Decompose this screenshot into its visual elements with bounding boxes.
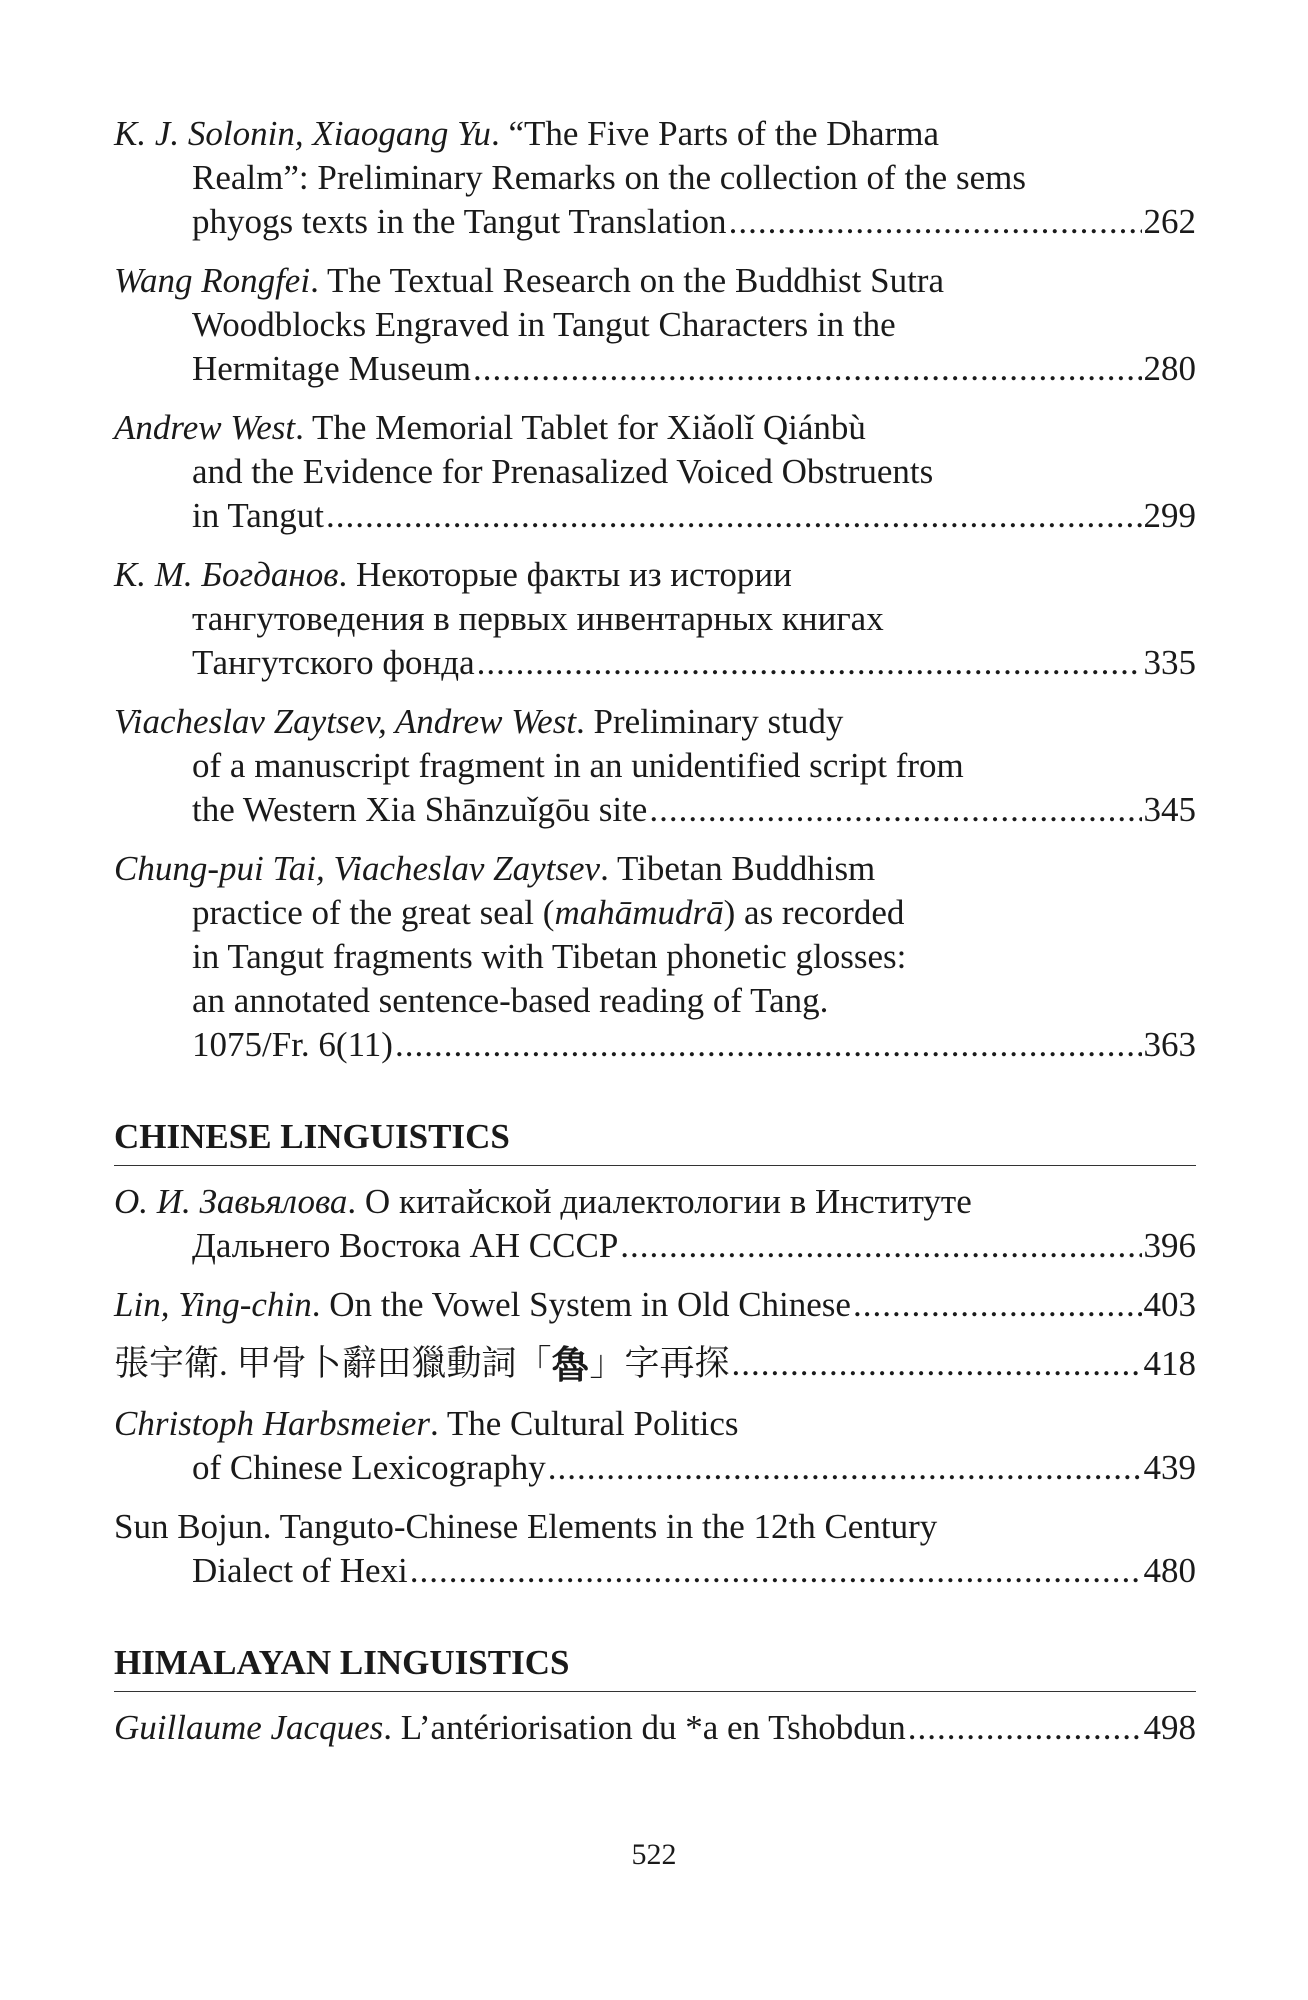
entry-leader-line xyxy=(114,1023,1196,1067)
toc-entry xyxy=(114,700,1196,832)
oracle-bone-glyph: 魯 xyxy=(551,1343,590,1387)
entry-leader-line xyxy=(114,1283,1196,1327)
toc-entry xyxy=(114,112,1196,244)
entry-title-part: an annotated sentence-based reading of Tang. xyxy=(192,981,829,1020)
entry-title-part: Hermitage Museum xyxy=(192,349,471,388)
dot-leader xyxy=(473,347,1142,391)
entry-title-part: The Cultural Politics xyxy=(446,1404,739,1443)
entry-title-part: The Memorial Tablet for Xiǎolǐ Qiánbù xyxy=(312,408,866,447)
entry-title-part: Tibetan Buddhism xyxy=(616,849,876,888)
entry-author: K. J. Solonin, Xiaogang Yu xyxy=(114,114,491,153)
entry-title-part: phyogs texts in the Tangut Translation xyxy=(192,202,727,241)
entry-leader-line xyxy=(114,347,1196,391)
page-number: 522 xyxy=(631,1838,677,1871)
entry-page-number: 439 xyxy=(1143,1448,1196,1487)
entry-author: О. И. Завьялова xyxy=(114,1182,348,1221)
entry-title-part: of a manuscript fragment in an unidentified script from xyxy=(192,746,964,785)
entry-title-part: The Textual Research on the Buddhist Sutra xyxy=(326,261,944,300)
dot-leader xyxy=(620,1224,1141,1268)
toc-content xyxy=(114,112,1196,1765)
entry-first-line: K. J. Solonin, Xiaogang Yu. “The Five Parts of the Dharma xyxy=(114,114,939,153)
entry-author: К. М. Богданов xyxy=(114,555,339,594)
toc-entry xyxy=(114,259,1196,391)
entry-author: Chung-pui Tai, Viacheslav Zaytsev xyxy=(114,849,601,888)
entry-title-part: practice of the great seal ( xyxy=(192,893,555,932)
toc-entry xyxy=(114,1342,1196,1387)
entry-title-part: 張宇衛. 甲骨卜辭田獵動詞「 xyxy=(114,1344,552,1383)
toc-entry xyxy=(114,553,1196,685)
entry-author: Viacheslav Zaytsev, Andrew West xyxy=(114,702,577,741)
toc-entry xyxy=(114,1706,1196,1750)
entry-title-part: of Chinese Lexicography xyxy=(192,1448,546,1487)
entry-title-part: L’antériorisation du *a en Tshobdun xyxy=(400,1708,906,1747)
dot-leader xyxy=(649,788,1141,832)
entry-first-line: Chung-pui Tai, Viacheslav Zaytsev. Tibetan Buddhism xyxy=(114,849,876,888)
entry-author: Guillaume Jacques xyxy=(114,1708,384,1747)
entry-title-part: Sun Bojun. Tanguto-Chinese Elements in the 12th Century xyxy=(114,1507,938,1546)
dot-leader xyxy=(732,1342,1142,1386)
dot-leader xyxy=(548,1446,1142,1490)
entry-title-part: тангутоведения в первых инвентарных книгах xyxy=(192,599,884,638)
dot-leader xyxy=(395,1023,1142,1067)
entry-page-number: 498 xyxy=(1143,1708,1196,1747)
entry-leader-line xyxy=(114,641,1196,685)
entry-first-line: К. М. Богданов. Некоторые факты из истории xyxy=(114,555,792,594)
entry-title-part: 」字再探 xyxy=(589,1344,730,1383)
entry-title-part: the Western Xia Shānzuǐgōu site xyxy=(192,790,648,829)
toc-entry xyxy=(114,847,1196,1067)
entry-title-part: “The Five Parts of the Dharma xyxy=(508,114,939,153)
entry-leader-line xyxy=(114,494,1196,538)
entry-text: Guillaume Jacques. L’antériorisation du *a en Tshobdun xyxy=(114,1708,906,1747)
entry-leader-line xyxy=(114,788,1196,832)
dot-leader xyxy=(477,641,1142,685)
entry-author: Lin, Ying-chin xyxy=(114,1285,312,1324)
entry-title-part: and the Evidence for Prenasalized Voiced Obstruents xyxy=(192,452,934,491)
toc-entry xyxy=(114,1283,1196,1327)
entry-page-number: 345 xyxy=(1143,790,1196,829)
entry-title-line xyxy=(114,891,1196,935)
entry-page-number: 262 xyxy=(1143,202,1196,241)
entry-page-number: 396 xyxy=(1143,1226,1196,1265)
entry-author: Wang Rongfei xyxy=(114,261,311,300)
toc-entry xyxy=(114,1402,1196,1490)
entry-author: Andrew West xyxy=(114,408,296,447)
toc-entry xyxy=(114,1180,1196,1268)
entry-page-number: 418 xyxy=(1143,1344,1196,1383)
entry-first-line: О. И. Завьялова. О китайской диалектологии в Институте xyxy=(114,1182,972,1221)
section-heading-himalayan: HIMALAYAN LINGUISTICS xyxy=(114,1641,1196,1692)
dot-leader xyxy=(326,494,1141,538)
entry-title-part: On the Vowel System in Old Chinese xyxy=(329,1285,851,1324)
entry-title-part: in Tangut fragments with Tibetan phonetic glosses: xyxy=(192,937,907,976)
dot-leader xyxy=(908,1706,1142,1750)
entry-title-part: Дальнего Востока АН СССР xyxy=(192,1226,619,1265)
entry-leader-line xyxy=(114,1446,1196,1490)
entry-page-number: 363 xyxy=(1143,1025,1196,1064)
entry-page-number: 335 xyxy=(1143,643,1196,682)
entry-leader-line xyxy=(114,1224,1196,1268)
entry-first-line: Wang Rongfei. The Textual Research on the Buddhist Sutra xyxy=(114,261,944,300)
entry-page-number: 280 xyxy=(1143,349,1196,388)
entry-title-part: in Tangut xyxy=(192,496,325,535)
dot-leader xyxy=(853,1283,1142,1327)
entry-page-number: 299 xyxy=(1143,496,1196,535)
dot-leader xyxy=(410,1549,1142,1593)
entry-leader-line xyxy=(114,1549,1196,1593)
entry-text xyxy=(114,1342,730,1387)
toc-entry xyxy=(114,1505,1196,1593)
dot-leader xyxy=(729,200,1142,244)
entry-leader-line xyxy=(114,1342,1196,1387)
entry-leader-line xyxy=(114,200,1196,244)
entry-text: Lin, Ying-chin. On the Vowel System in Old Chinese xyxy=(114,1285,851,1324)
entry-first-line: Viacheslav Zaytsev, Andrew West. Preliminary study xyxy=(114,702,844,741)
entry-page-number: 403 xyxy=(1143,1285,1196,1324)
entry-title-part: Woodblocks Engraved in Tangut Characters in the xyxy=(192,305,896,344)
entry-title-part: Тангутского фонда xyxy=(192,643,475,682)
entry-first-line: Christoph Harbsmeier. The Cultural Politics xyxy=(114,1404,739,1443)
entry-author: Christoph Harbsmeier xyxy=(114,1404,430,1443)
entry-title-part: Dialect of Hexi xyxy=(192,1551,408,1590)
entry-page-number: 480 xyxy=(1143,1551,1196,1590)
section-heading-chinese: CHINESE LINGUISTICS xyxy=(114,1115,1196,1166)
entry-title-term: mahāmudrā xyxy=(554,893,724,932)
entry-title-part: ) as recorded xyxy=(723,893,905,932)
entry-title-part: 1075/Fr. 6(11) xyxy=(192,1025,393,1064)
entry-title-part: Некоторые факты из истории xyxy=(355,555,792,594)
entry-title-part: Realm”: Preliminary Remarks on the collection of the sems xyxy=(192,158,1026,197)
entry-leader-line xyxy=(114,1706,1196,1750)
entry-first-line: Andrew West. The Memorial Tablet for Xiǎolǐ Qiánbù xyxy=(114,408,866,447)
entry-title-part: О китайской диалектологии в Институте xyxy=(364,1182,972,1221)
toc-entry xyxy=(114,406,1196,538)
entry-title-part: Preliminary study xyxy=(593,702,844,741)
